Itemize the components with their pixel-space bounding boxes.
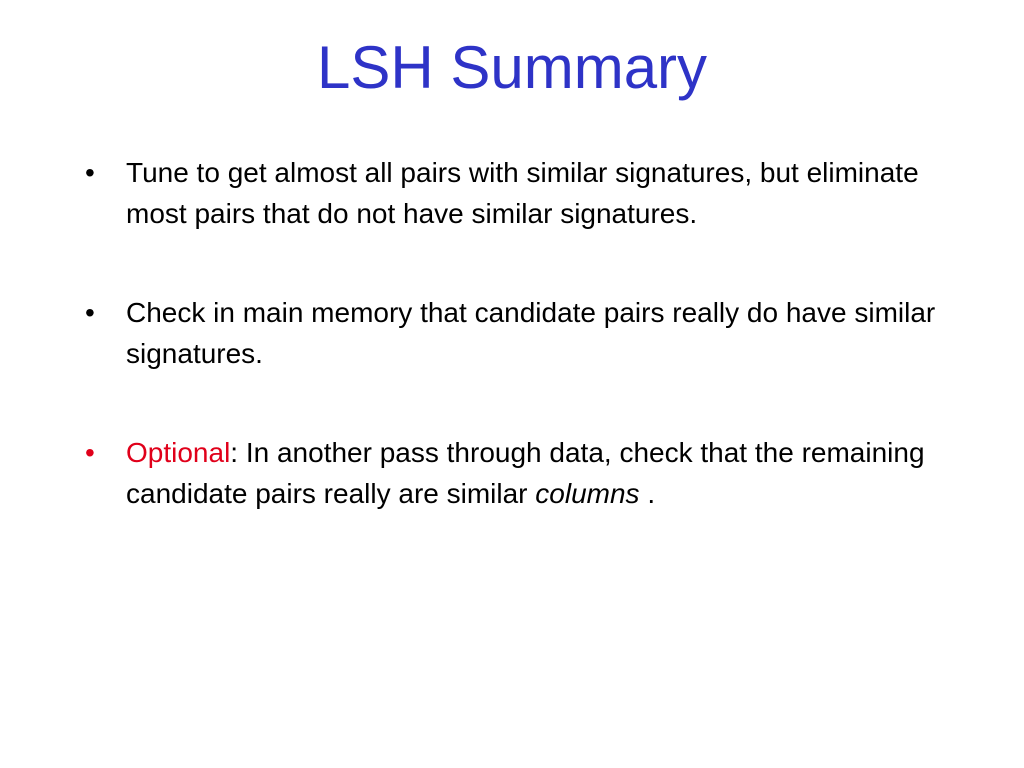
bullet-item-1 (85, 152, 945, 234)
bullet-marker-icon: • (85, 437, 95, 468)
bullet-text: Tune to get almost all pairs with similar signatures, but eliminate most pairs that do not have similar signatures. (126, 157, 919, 229)
bullet-text: : In another pass through data, check that the remaining candidate pairs really are similar (126, 437, 925, 509)
emphasis-columns: columns (535, 478, 640, 509)
bullet-item-2 (85, 292, 945, 374)
bullet-item-3 (85, 432, 945, 514)
bullet-text: Check in main memory that candidate pairs really do have similar signatures. (126, 297, 936, 369)
bullet-marker-icon: • (85, 157, 95, 188)
optional-label: Optional (126, 437, 231, 468)
bullet-tail: . (639, 478, 656, 509)
bullet-marker-icon: • (85, 297, 95, 328)
bullet-list (85, 152, 945, 514)
slide-title: LSH Summary (316, 34, 708, 101)
